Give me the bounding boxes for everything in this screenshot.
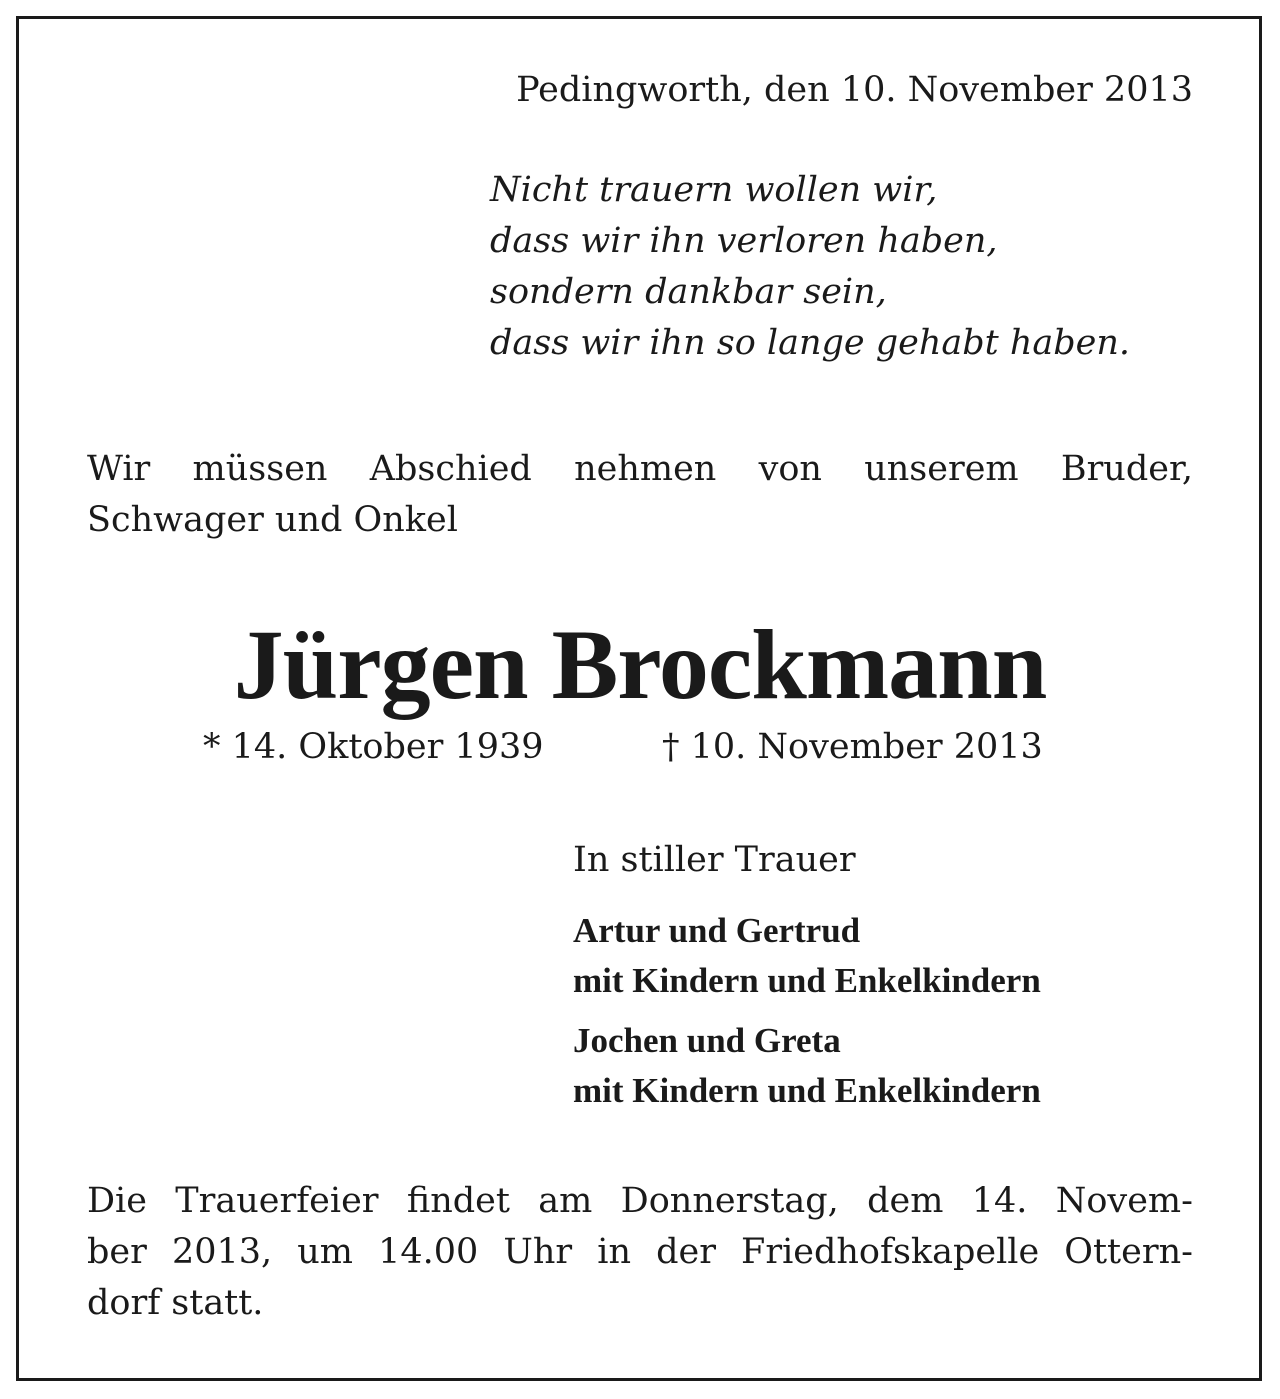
- funeral-word: 14.: [971, 1181, 1028, 1221]
- funeral-word: der: [656, 1232, 716, 1272]
- intro-word: Wir: [87, 449, 151, 489]
- funeral-word: Uhr: [503, 1232, 573, 1272]
- funeral-word: Donnerstag,: [620, 1181, 839, 1221]
- intro-word: von: [758, 449, 822, 489]
- funeral-word: in: [597, 1232, 631, 1272]
- funeral-word: dem: [867, 1181, 944, 1221]
- funeral-word: Trauerfeier: [175, 1181, 379, 1221]
- poem-line: Nicht trauern wollen wir,: [490, 170, 938, 210]
- mourner-family: [573, 906, 1041, 1006]
- mourner-names: Jochen und Greta: [573, 1021, 841, 1060]
- death-date: † 10. November 2013: [662, 727, 1043, 767]
- funeral-info: [87, 1176, 1193, 1329]
- place-date: Pedingworth, den 10. November 2013: [516, 70, 1193, 110]
- intro-word: nehmen: [574, 449, 717, 489]
- funeral-word: am: [538, 1181, 593, 1221]
- deceased-name: Jürgen Brockmann: [233, 609, 1047, 720]
- funeral-word: Friedhofskapelle: [741, 1232, 1040, 1272]
- funeral-line-1: [87, 1176, 1193, 1227]
- funeral-word: findet: [406, 1181, 510, 1221]
- intro-word: unserem: [864, 449, 1019, 489]
- intro-word: Abschied: [369, 449, 532, 489]
- mourner-names: Artur und Gertrud: [573, 911, 861, 950]
- poem-line: dass wir ihn verloren haben,: [490, 221, 998, 261]
- poem-line: sondern dankbar sein,: [490, 272, 887, 312]
- funeral-line-2: [87, 1227, 1193, 1278]
- funeral-word: Novem-: [1055, 1181, 1193, 1221]
- mourner-family: [573, 1016, 1041, 1116]
- funeral-line-3: dorf statt.: [87, 1283, 264, 1323]
- funeral-word: um: [297, 1232, 353, 1272]
- funeral-word: 2013,: [171, 1232, 273, 1272]
- intro-line-2: Schwager und Onkel: [87, 500, 458, 540]
- mourning-heading: In stiller Trauer: [573, 840, 856, 880]
- funeral-word: 14.00: [378, 1232, 479, 1272]
- mourner-note: mit Kindern und Enkelkindern: [573, 1071, 1041, 1110]
- funeral-word: Ottern-: [1064, 1232, 1193, 1272]
- mourner-note: mit Kindern und Enkelkindern: [573, 961, 1041, 1000]
- funeral-word: ber: [87, 1232, 147, 1272]
- intro-word: Bruder,: [1060, 449, 1193, 489]
- poem: [490, 165, 1130, 369]
- intro-line-1: [87, 444, 1193, 495]
- birth-date: * 14. Oktober 1939: [203, 727, 544, 767]
- poem-line: dass wir ihn so lange gehabt haben.: [490, 323, 1131, 363]
- intro-word: müssen: [192, 449, 328, 489]
- funeral-word: Die: [87, 1181, 147, 1221]
- intro-text: [87, 444, 1193, 546]
